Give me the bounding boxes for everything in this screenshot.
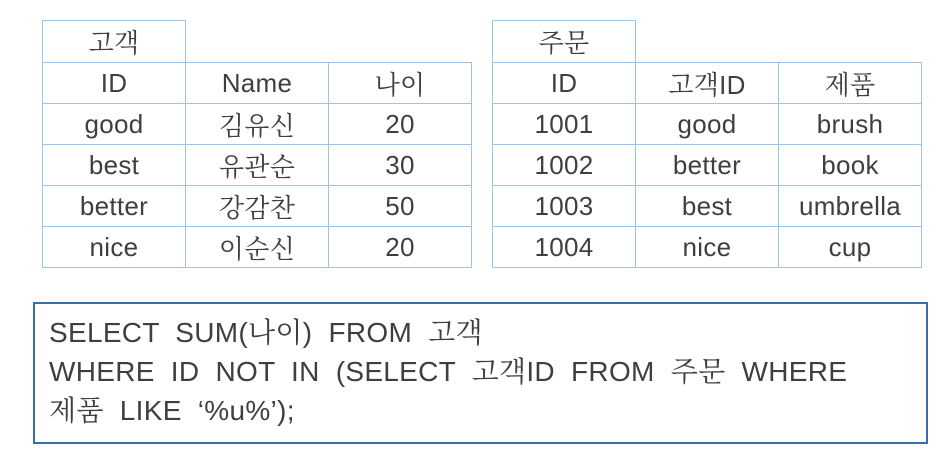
table-cell: 20 [329,104,472,145]
column-header-product: 제품 [779,63,922,104]
table-cell: good [43,104,186,145]
empty-cell [636,21,779,63]
table-cell: 1001 [493,104,636,145]
table-cell: 강감찬 [186,186,329,227]
order-table-title-row [493,21,922,63]
table-cell: 30 [329,145,472,186]
table-cell: nice [636,227,779,268]
empty-cell [186,21,329,63]
table-cell: 1004 [493,227,636,268]
column-header-name: Name [186,63,329,104]
table-cell: 1002 [493,145,636,186]
table-cell: cup [779,227,922,268]
customer-table-title-row [43,21,472,63]
order-table-title: 주문 [493,21,636,63]
column-header-age: 나이 [329,63,472,104]
table-cell: best [636,186,779,227]
order-table [492,20,922,268]
table-cell: 김유신 [186,104,329,145]
customer-table-grid [42,20,472,268]
table-row [43,227,472,268]
table-row [43,145,472,186]
table-cell: book [779,145,922,186]
customer-header-row [43,63,472,104]
customer-table-title: 고객 [43,21,186,63]
table-cell: 20 [329,227,472,268]
table-cell: nice [43,227,186,268]
empty-cell [779,21,922,63]
table-row [493,145,922,186]
customer-table [42,20,472,268]
sql-line-1: SELECT SUM(나이) FROM 고객 [49,317,483,348]
table-cell: 1003 [493,186,636,227]
column-header-customer-id: 고객ID [636,63,779,104]
table-row [43,186,472,227]
table-cell: 50 [329,186,472,227]
table-cell: better [43,186,186,227]
order-table-grid [492,20,922,268]
table-row [493,186,922,227]
sql-query-box [33,302,928,444]
table-cell: good [636,104,779,145]
table-cell: best [43,145,186,186]
table-cell: brush [779,104,922,145]
column-header-id: ID [493,63,636,104]
table-cell: 이순신 [186,227,329,268]
sql-line-3: 제품 LIKE ‘%u%’); [49,395,295,426]
table-cell: umbrella [779,186,922,227]
column-header-id: ID [43,63,186,104]
sql-line-2: WHERE ID NOT IN (SELECT 고객ID FROM 주문 WHERE [49,356,848,387]
empty-cell [329,21,472,63]
table-row [43,104,472,145]
table-cell: 유관순 [186,145,329,186]
table-cell: better [636,145,779,186]
table-row [493,227,922,268]
table-row [493,104,922,145]
order-header-row [493,63,922,104]
